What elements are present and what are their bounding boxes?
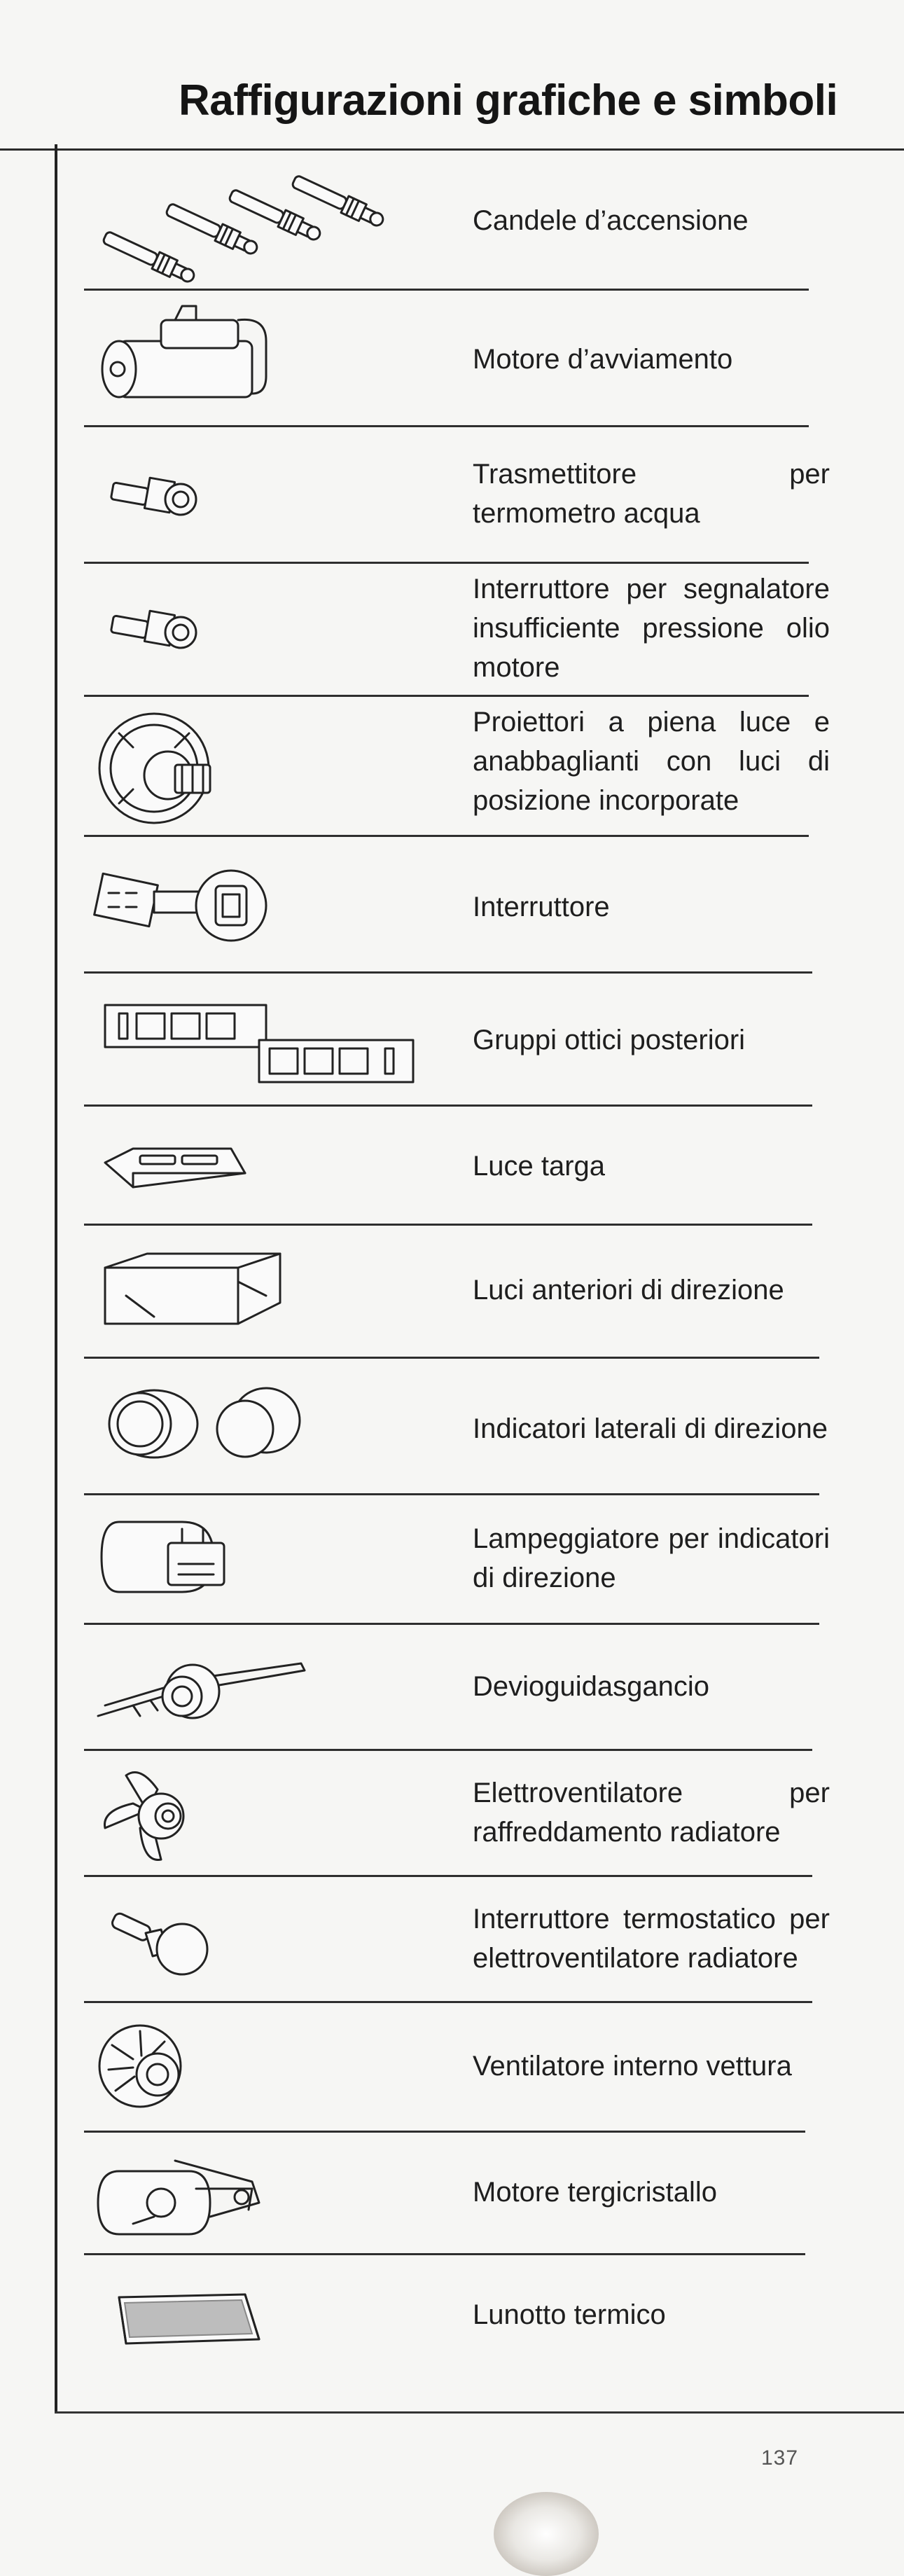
list-item xyxy=(84,1625,826,1751)
item-label: Lunotto termico xyxy=(473,2299,666,2330)
item-label: Interruttore per segnalatore insufficiente pressione olio motore xyxy=(473,574,830,683)
thermostatic-switch-icon xyxy=(91,1902,231,1979)
item-label: Interruttore termostatico per elettroventilatore radiatore xyxy=(473,1904,830,1974)
page-title: Raffigurazioni grafiche e simboli xyxy=(179,76,838,125)
item-label: Devioguidasgancio xyxy=(473,1671,710,1702)
item-label: Gruppi ottici posteriori xyxy=(473,1025,746,1055)
item-label: Motore d’avviamento xyxy=(473,344,733,375)
item-label: Indicatori laterali di direzione xyxy=(473,1413,828,1444)
side-repeaters-icon xyxy=(91,1385,308,1462)
list-item xyxy=(84,1359,826,1495)
wiper-motor-icon xyxy=(91,2147,273,2245)
list-item xyxy=(84,151,826,291)
item-label: Luce targa xyxy=(473,1151,606,1182)
list-item xyxy=(84,837,826,974)
steering-column-switch-icon xyxy=(91,1646,315,1730)
front-indicator-icon xyxy=(91,1240,301,1338)
rear-light-clusters-icon xyxy=(91,988,399,1093)
item-label: Elettroventilatore per raffreddamento radiatore xyxy=(473,1778,830,1848)
item-label: Proiettori a piena luce e anabbaglianti con luci di posizione incorporate xyxy=(473,707,830,816)
oil-pressure-switch-icon xyxy=(91,599,231,662)
item-label: Ventilatore interno vettura xyxy=(473,2051,792,2082)
list-item xyxy=(84,1495,830,1625)
list-item xyxy=(84,1751,830,1877)
item-label: Candele d’accensione xyxy=(473,205,749,236)
spark-plugs-icon xyxy=(91,170,399,275)
list-item xyxy=(84,1226,826,1359)
heater-fan-icon xyxy=(91,2017,231,2115)
list-item xyxy=(84,291,826,427)
water-temp-sender-icon xyxy=(91,466,231,529)
item-label: Motore tergicristallo xyxy=(473,2177,718,2208)
radiator-fan-icon xyxy=(91,1761,231,1867)
switch-connector-icon xyxy=(91,865,287,949)
item-label: Luci anteriori di direzione xyxy=(473,1275,784,1306)
list-item xyxy=(84,1877,830,2003)
list-item xyxy=(84,697,830,837)
starter-motor-icon xyxy=(91,306,301,411)
list-item xyxy=(84,2255,826,2388)
license-plate-light-icon xyxy=(91,1145,252,1194)
item-label: Lampeggiatore per indicatori di direzione xyxy=(473,1523,830,1593)
item-label: Trasmettitore per termometro acqua xyxy=(473,459,830,529)
item-label: Interruttore xyxy=(473,892,610,922)
list-item xyxy=(84,2003,826,2133)
page-number: 137 xyxy=(761,2446,799,2470)
flasher-unit-icon xyxy=(91,1508,252,1606)
heated-rear-window-icon xyxy=(91,2290,273,2353)
list-item xyxy=(84,564,830,697)
list-item xyxy=(84,974,826,1107)
list-item xyxy=(84,1107,826,1226)
headlamp-icon xyxy=(91,705,245,824)
bottom-rule xyxy=(55,2411,904,2414)
list-item xyxy=(84,2133,826,2255)
list-item xyxy=(84,427,830,564)
thumb-smudge xyxy=(494,2492,599,2576)
